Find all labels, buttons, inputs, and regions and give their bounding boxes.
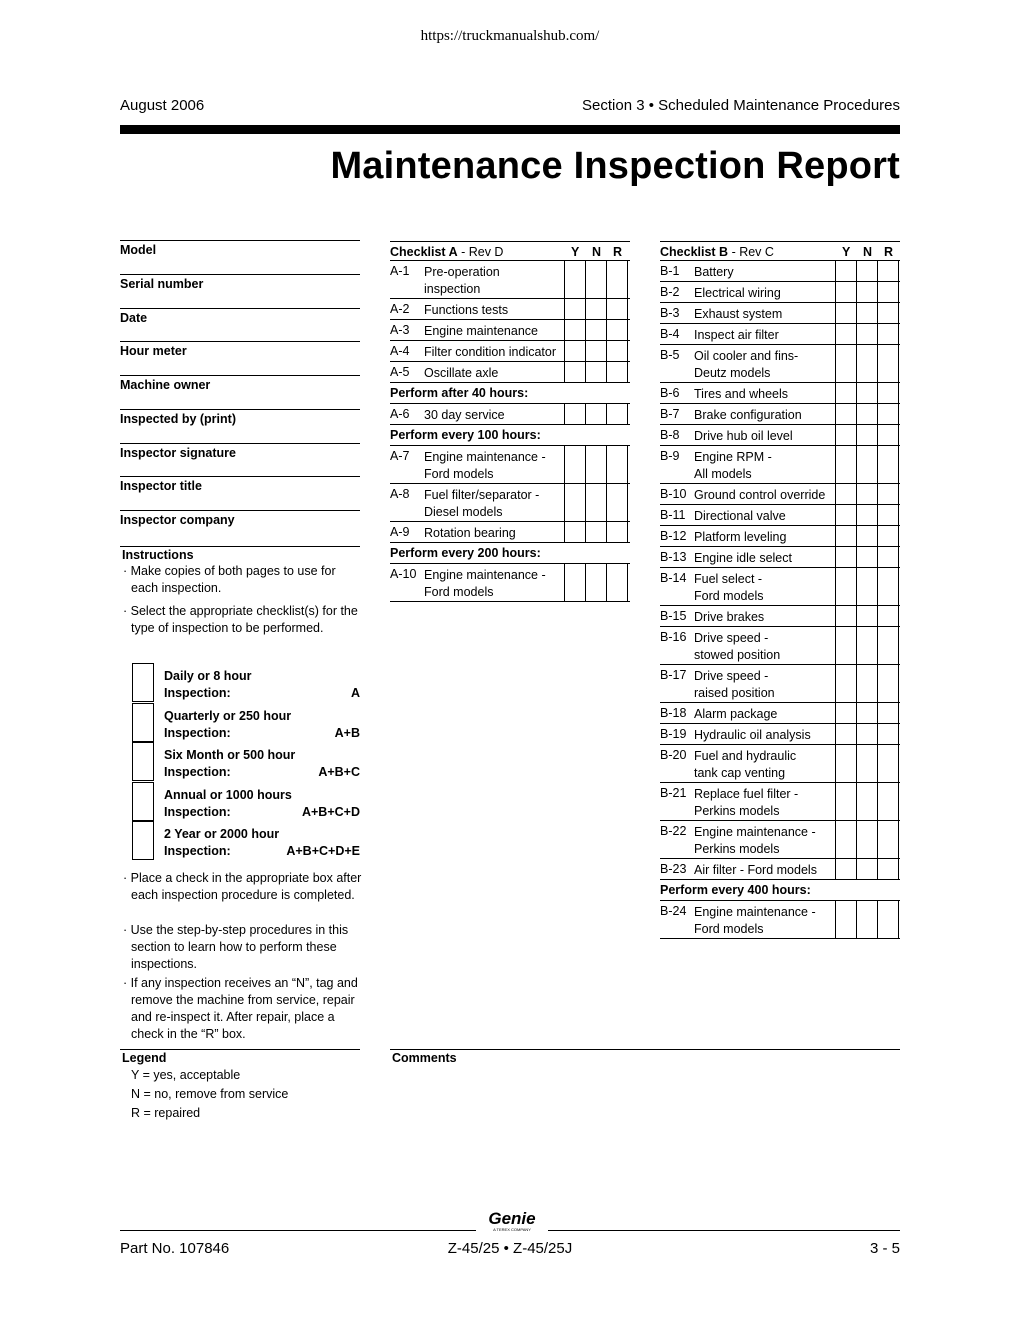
checklist-item-b-9	[660, 446, 900, 484]
field-serial-number[interactable]: Serial number	[120, 274, 360, 308]
checkbox-n[interactable]	[856, 345, 877, 383]
checklist-item-b-4	[660, 324, 900, 345]
checkbox-r[interactable]	[877, 484, 899, 505]
item-label: Filter condition indicator	[424, 345, 557, 359]
schedule-checkbox[interactable]	[132, 782, 154, 821]
checklist-item-b-3	[660, 303, 900, 324]
item-label: Engine maintenance - Ford models	[424, 450, 546, 481]
checkbox-n[interactable]	[585, 404, 606, 425]
checkbox-y[interactable]	[835, 627, 856, 665]
item-label: Oscillate axle	[424, 366, 499, 380]
schedule-checklist-code: A+B+C+D	[301, 804, 360, 819]
checkbox-y[interactable]	[564, 446, 585, 484]
item-label: Engine RPM - All models	[694, 450, 772, 481]
checkbox-n[interactable]	[856, 783, 877, 821]
item-label: 30 day service	[424, 408, 505, 422]
checkbox-r[interactable]	[606, 261, 628, 299]
item-id: A-2	[390, 302, 410, 316]
checkbox-y[interactable]	[835, 724, 856, 745]
field-inspector-title[interactable]: Inspector title	[120, 476, 360, 510]
checkbox-y[interactable]	[835, 484, 856, 505]
section-label: Perform after 40 hours:	[390, 386, 529, 400]
checklist-item-b-5	[660, 345, 900, 383]
checkbox-y[interactable]	[835, 783, 856, 821]
checklist-item-b-22	[660, 821, 900, 859]
checkbox-y[interactable]	[835, 324, 856, 345]
section-label: Perform every 400 hours:	[660, 883, 811, 897]
item-label: Alarm package	[694, 707, 778, 721]
item-label: Engine idle select	[694, 551, 792, 565]
checkbox-n[interactable]	[585, 484, 606, 522]
checkbox-r[interactable]	[606, 522, 628, 543]
item-label: Hydraulic oil analysis	[694, 728, 811, 742]
checklist-item-b-16	[660, 627, 900, 665]
column-header-n: N	[592, 245, 602, 259]
checkbox-r[interactable]	[877, 783, 899, 821]
schedule-checklist-code: A+B	[334, 725, 360, 740]
item-label: Engine maintenance	[424, 324, 538, 338]
checkbox-n[interactable]	[856, 901, 877, 939]
checkbox-n[interactable]	[856, 627, 877, 665]
schedule-row	[132, 663, 362, 702]
checkbox-r[interactable]	[877, 568, 899, 606]
checkbox-y[interactable]	[564, 484, 585, 522]
item-id: A-5	[390, 365, 410, 379]
item-id: B-21	[660, 786, 687, 800]
checklist-item-a-6	[390, 404, 630, 425]
checklist-item-b-14	[660, 568, 900, 606]
checklist-item-a-7	[390, 446, 630, 484]
checklist-item-a-2	[390, 299, 630, 320]
column-header-y: Y	[571, 245, 580, 259]
item-label: Replace fuel filter - Perkins models	[694, 787, 799, 818]
checkbox-y[interactable]	[835, 282, 856, 303]
checklist-item-a-10	[390, 564, 630, 602]
site-url[interactable]: https://truckmanualshub.com/	[420, 28, 600, 44]
checkbox-y[interactable]	[835, 345, 856, 383]
checkbox-r[interactable]	[606, 341, 628, 362]
checkbox-n[interactable]	[856, 745, 877, 783]
checkbox-n[interactable]	[856, 568, 877, 606]
footer-rule-right	[548, 1230, 900, 1231]
item-label: Fuel filter/separator - Diesel models	[424, 488, 540, 519]
checkbox-n[interactable]	[585, 522, 606, 543]
item-label: Electrical wiring	[694, 286, 781, 300]
field-hour-meter[interactable]: Hour meter	[120, 341, 360, 375]
legend-item: R = repaired	[131, 1106, 201, 1120]
checkbox-r[interactable]	[877, 404, 899, 425]
item-id: A-8	[390, 487, 410, 501]
header-section: Section 3 • Scheduled Maintenance Procedures	[582, 97, 900, 114]
checkbox-n[interactable]	[856, 547, 877, 568]
checkbox-r[interactable]	[606, 320, 628, 341]
checkbox-n[interactable]	[585, 341, 606, 362]
checkbox-r[interactable]	[877, 859, 899, 880]
item-id: B-4	[660, 327, 680, 341]
item-id: B-8	[660, 428, 680, 442]
checkbox-r[interactable]	[877, 383, 899, 404]
checklist-revision: - Rev D	[457, 245, 504, 259]
checkbox-n[interactable]	[856, 505, 877, 526]
checkbox-y[interactable]	[564, 320, 585, 341]
checkbox-y[interactable]	[835, 383, 856, 404]
checkbox-r[interactable]	[877, 425, 899, 446]
checkbox-n[interactable]	[585, 261, 606, 299]
item-id: B-7	[660, 407, 680, 421]
checkbox-n[interactable]	[856, 261, 877, 282]
item-id: B-11	[660, 508, 686, 522]
instruction-bullet	[120, 922, 365, 973]
item-label: Ground control override	[694, 488, 826, 502]
checkbox-n[interactable]	[585, 362, 606, 383]
item-id: B-9	[660, 449, 680, 463]
checklist-item-a-8	[390, 484, 630, 522]
item-id: B-10	[660, 487, 687, 501]
checklist-item-a-5	[390, 362, 630, 383]
instruction-bullet	[120, 603, 365, 637]
checkbox-y[interactable]	[835, 665, 856, 703]
schedule-checkbox[interactable]	[132, 703, 154, 742]
checkbox-n[interactable]	[856, 383, 877, 404]
item-label: Drive speed - stowed position	[694, 631, 781, 662]
checkbox-n[interactable]	[856, 446, 877, 484]
schedule-checklist-code: A+B+C	[318, 765, 360, 779]
item-id: A-6	[390, 407, 410, 421]
item-label: Functions tests	[424, 303, 509, 317]
checkbox-y[interactable]	[835, 745, 856, 783]
item-id: B-22	[660, 824, 687, 838]
checkbox-n[interactable]	[585, 320, 606, 341]
checkbox-n[interactable]	[856, 484, 877, 505]
item-id: A-1	[390, 264, 410, 278]
checkbox-n[interactable]	[585, 564, 606, 602]
checklist-section-heading	[660, 880, 900, 901]
checkbox-y[interactable]	[835, 606, 856, 627]
item-id: A-3	[390, 323, 410, 337]
item-id: B-16	[660, 630, 687, 644]
column-header-r: R	[884, 245, 894, 259]
item-id: A-4	[390, 344, 410, 358]
legend-item: Y = yes, acceptable	[131, 1068, 241, 1082]
checkbox-y[interactable]	[564, 299, 585, 320]
checkbox-n[interactable]	[585, 446, 606, 484]
section-label: Perform every 200 hours:	[390, 546, 541, 560]
column-header-y: Y	[842, 245, 851, 259]
checkbox-r[interactable]	[877, 547, 899, 568]
item-label: Engine maintenance - Ford models	[424, 568, 546, 599]
schedule-row	[132, 782, 362, 821]
schedule-checkbox[interactable]	[132, 821, 154, 860]
column-header-r: R	[613, 245, 623, 259]
checkbox-n[interactable]	[856, 821, 877, 859]
checkbox-n[interactable]	[856, 526, 877, 547]
schedule-inspection-label: Inspection:	[164, 804, 231, 819]
header-date: August 2006	[120, 97, 205, 114]
item-label: Drive hub oil level	[694, 429, 793, 443]
checklist-item-b-18	[660, 703, 900, 724]
schedule-inspection-label: Inspection:	[164, 686, 231, 700]
instruction-bullet	[120, 870, 365, 904]
item-label: Pre-operation inspection	[424, 265, 500, 296]
checklist-title	[660, 245, 774, 259]
schedule-interval: 2 Year or 2000 hour	[164, 827, 280, 841]
checklist-name: Checklist A	[390, 245, 458, 259]
legend-item: N = no, remove from service	[131, 1087, 289, 1101]
checkbox-y[interactable]	[835, 859, 856, 880]
item-label: Engine maintenance - Perkins models	[694, 825, 816, 856]
checklist-item-b-12	[660, 526, 900, 547]
genie-logo-subtitle: A TEREX COMPANY	[493, 1227, 531, 1232]
checklist-item-b-13	[660, 547, 900, 568]
checkbox-r[interactable]	[877, 324, 899, 345]
checkbox-n[interactable]	[856, 425, 877, 446]
schedule-inspection-label: Inspection:	[164, 725, 231, 740]
item-label: Brake configuration	[694, 408, 802, 422]
item-label: Tires and wheels	[694, 387, 789, 401]
checkbox-r[interactable]	[877, 446, 899, 484]
item-id: B-24	[660, 904, 687, 918]
checkbox-n[interactable]	[856, 404, 877, 425]
instruction-text: · If any inspection receives an “N”, tag and remove the machine from service, repair and re-inspect it. After repair, place a check in the “R” box.	[123, 976, 358, 1041]
checklist-name: Checklist B	[660, 245, 729, 259]
item-id: B-1	[660, 264, 680, 278]
checklist-item-b-24	[660, 901, 900, 939]
checkbox-n[interactable]	[856, 303, 877, 324]
checklist-item-b-17	[660, 665, 900, 703]
checklist-item-a-9	[390, 522, 630, 543]
checklist-item-b-2	[660, 282, 900, 303]
item-id: B-17	[660, 668, 687, 682]
checkbox-r[interactable]	[877, 665, 899, 703]
checkbox-r[interactable]	[877, 703, 899, 724]
checklist-item-b-1	[660, 261, 900, 282]
checklist-item-b-6	[660, 383, 900, 404]
checkbox-y[interactable]	[564, 341, 585, 362]
checklist-item-b-23	[660, 859, 900, 880]
checklist-item-b-8	[660, 425, 900, 446]
checkbox-r[interactable]	[877, 821, 899, 859]
schedule-interval: Annual or 1000 hours	[164, 787, 292, 802]
schedule-inspection-label: Inspection:	[164, 765, 231, 779]
field-inspector-company[interactable]: Inspector company	[120, 510, 360, 544]
checkbox-y[interactable]	[564, 522, 585, 543]
page-title: Maintenance Inspection Report	[330, 145, 900, 187]
item-id: B-13	[660, 550, 687, 564]
schedule-checklist-code: A	[350, 686, 360, 700]
section-label: Perform every 100 hours:	[390, 428, 541, 442]
checkbox-y[interactable]	[835, 901, 856, 939]
item-label: Air filter - Ford models	[694, 863, 817, 877]
schedule-checkbox[interactable]	[132, 742, 154, 781]
checkbox-r[interactable]	[606, 362, 628, 383]
checkbox-r[interactable]	[877, 303, 899, 324]
checkbox-y[interactable]	[564, 404, 585, 425]
comments-heading: Comments	[390, 1049, 900, 1067]
checkbox-y[interactable]	[835, 404, 856, 425]
checklist-section-heading	[390, 383, 630, 404]
checkbox-r[interactable]	[606, 299, 628, 320]
checklist-item-b-7	[660, 404, 900, 425]
header-rule	[120, 125, 900, 134]
checkbox-y[interactable]	[835, 703, 856, 724]
item-id: B-15	[660, 609, 687, 623]
checklist-item-b-20	[660, 745, 900, 783]
item-label: Drive brakes	[694, 610, 765, 624]
checkbox-n[interactable]	[856, 665, 877, 703]
checkbox-y[interactable]	[564, 362, 585, 383]
schedule-interval: Quarterly or 250 hour	[164, 708, 292, 723]
checkbox-r[interactable]	[877, 901, 899, 939]
checklist-item-b-19	[660, 724, 900, 745]
checkbox-y[interactable]	[835, 425, 856, 446]
item-id: B-23	[660, 862, 687, 876]
item-label: Engine maintenance - Ford models	[694, 905, 816, 936]
field-inspector-signature[interactable]: Inspector signature	[120, 443, 360, 477]
checkbox-r[interactable]	[877, 261, 899, 282]
field-date[interactable]: Date	[120, 308, 360, 342]
checkbox-r[interactable]	[877, 606, 899, 627]
checkbox-r[interactable]	[877, 505, 899, 526]
item-label: Exhaust system	[694, 307, 783, 321]
checkbox-y[interactable]	[835, 446, 856, 484]
instruction-text: · Place a check in the appropriate box after each inspection procedure is completed.	[123, 871, 362, 902]
checkbox-n[interactable]	[856, 724, 877, 745]
item-label: Fuel select - Ford models	[694, 572, 764, 603]
checklist-item-b-11	[660, 505, 900, 526]
item-id: A-10	[390, 567, 417, 581]
checklist-item-a-4	[390, 341, 630, 362]
item-id: A-9	[390, 525, 410, 539]
genie-logo: Genie	[488, 1209, 536, 1228]
item-id: B-20	[660, 748, 687, 762]
schedule-checkbox[interactable]	[132, 663, 154, 702]
checkbox-n[interactable]	[856, 703, 877, 724]
checkbox-n[interactable]	[856, 859, 877, 880]
item-id: B-18	[660, 706, 687, 720]
checklist-item-b-21	[660, 783, 900, 821]
checkbox-y[interactable]	[835, 568, 856, 606]
item-id: B-12	[660, 529, 687, 543]
checkbox-r[interactable]	[877, 724, 899, 745]
field-model[interactable]: Model	[120, 240, 360, 274]
field-machine-owner[interactable]: Machine owner	[120, 375, 360, 409]
schedule-row	[132, 821, 362, 860]
checkbox-r[interactable]	[606, 446, 628, 484]
checkbox-r[interactable]	[877, 745, 899, 783]
instruction-text: · Make copies of both pages to use for each inspection.	[123, 564, 336, 595]
item-id: B-5	[660, 348, 680, 362]
instructions-heading: Instructions	[120, 546, 360, 564]
item-label: Drive speed - raised position	[694, 669, 775, 700]
item-label: Inspect air filter	[694, 328, 779, 342]
checkbox-y[interactable]	[564, 564, 585, 602]
checklist-item-b-10	[660, 484, 900, 505]
instruction-text: · Select the appropriate checklist(s) for the type of inspection to be performed.	[123, 604, 358, 635]
checklist-header	[390, 241, 630, 261]
checkbox-r[interactable]	[877, 345, 899, 383]
item-id: B-2	[660, 285, 680, 299]
footer-rule-left	[120, 1230, 476, 1231]
schedule-row	[132, 703, 362, 742]
checkbox-y[interactable]	[835, 303, 856, 324]
checkbox-r[interactable]	[606, 484, 628, 522]
schedule-interval: Daily or 8 hour	[164, 669, 252, 683]
schedule-inspection-label: Inspection:	[164, 844, 231, 858]
checkbox-y[interactable]	[835, 261, 856, 282]
checklist-item-a-1	[390, 261, 630, 299]
checklist-item-b-15	[660, 606, 900, 627]
schedule-checklist-code: A+B+C+D+E	[286, 844, 360, 858]
checklist-item-a-3	[390, 320, 630, 341]
item-label: Platform leveling	[694, 530, 787, 544]
checklist-section-heading	[390, 543, 630, 564]
checkbox-r[interactable]	[606, 404, 628, 425]
checkbox-y[interactable]	[564, 261, 585, 299]
checklist-revision: - Rev C	[728, 245, 774, 259]
checklist-header	[660, 241, 900, 261]
item-id: B-14	[660, 571, 687, 585]
checkbox-n[interactable]	[856, 282, 877, 303]
instruction-bullet	[120, 975, 365, 1043]
instruction-bullet	[120, 563, 365, 597]
column-header-n: N	[863, 245, 873, 259]
item-label: Battery	[694, 265, 734, 279]
item-label: Rotation bearing	[424, 526, 516, 540]
checkbox-y[interactable]	[835, 821, 856, 859]
checklist-title	[390, 245, 503, 259]
footer-model: Z-45/25 • Z-45/25J	[447, 1240, 573, 1257]
instruction-text: · Use the step-by-step procedures in this section to learn how to perform these inspections.	[123, 923, 349, 971]
item-id: B-3	[660, 306, 680, 320]
checkbox-r[interactable]	[877, 627, 899, 665]
item-id: B-19	[660, 727, 687, 741]
legend-heading: Legend	[120, 1049, 360, 1067]
item-id: B-6	[660, 386, 680, 400]
checklist-section-heading	[390, 425, 630, 446]
checkbox-y[interactable]	[835, 526, 856, 547]
checkbox-n[interactable]	[856, 324, 877, 345]
footer-part-number: Part No. 107846	[120, 1240, 230, 1257]
checkbox-r[interactable]	[877, 526, 899, 547]
field-inspected-by-print[interactable]: Inspected by (print)	[120, 409, 360, 443]
footer-page-number: 3 - 5	[869, 1240, 900, 1257]
item-label: Directional valve	[694, 509, 786, 523]
checkbox-y[interactable]	[835, 547, 856, 568]
schedule-row	[132, 742, 362, 781]
item-id: A-7	[390, 449, 410, 463]
checkbox-y[interactable]	[835, 505, 856, 526]
checkbox-r[interactable]	[877, 282, 899, 303]
checkbox-n[interactable]	[585, 299, 606, 320]
schedule-interval: Six Month or 500 hour	[164, 748, 296, 762]
checkbox-n[interactable]	[856, 606, 877, 627]
item-label: Oil cooler and fins- Deutz models	[694, 349, 799, 380]
item-label: Fuel and hydraulic tank cap venting	[694, 749, 797, 780]
checkbox-r[interactable]	[606, 564, 628, 602]
